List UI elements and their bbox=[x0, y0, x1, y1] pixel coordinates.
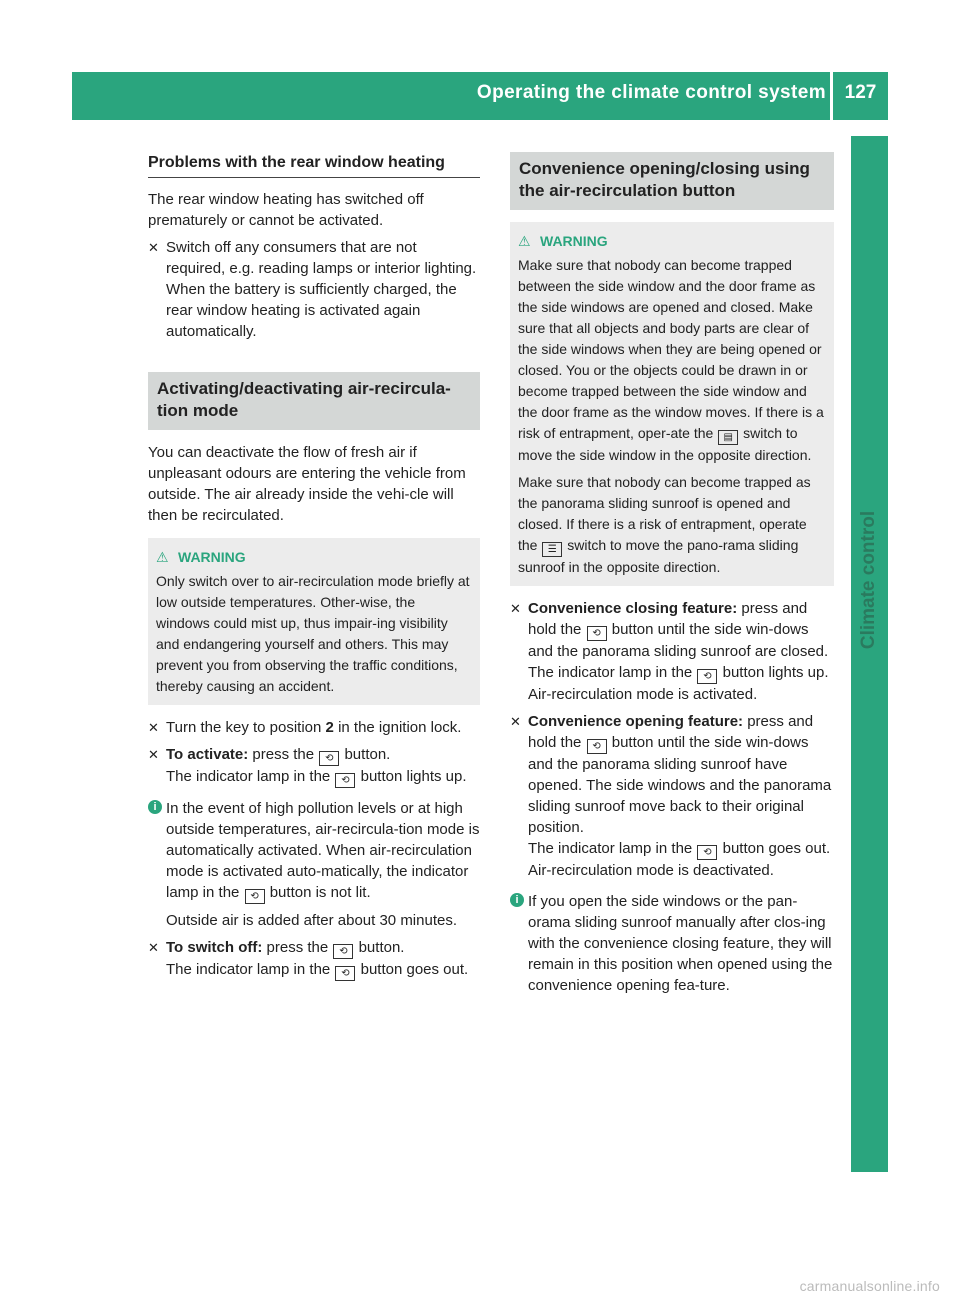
chapter-tab-label: Climate control bbox=[858, 510, 879, 650]
left-column bbox=[148, 152, 480, 987]
page-number: 127 bbox=[844, 82, 877, 103]
air-recirculation-button-icon: ⟲ bbox=[333, 944, 353, 959]
warning-box-right: ⚠ WARNING Make sure that nobody can become trapped between the side window and the door frame as the side windows are opened and closed. Make sure that all objects and body parts are clear of the side windows when they are being opened or closed. You or the objects could be drawn in or become trapped between the side window and the door frame as the window moves. If there is a risk of entrapment, oper-ate the ▤ switch to move the side window in the opposite direction. Make sure that nobody can become trapped as the panorama sliding sunroof is opened and closed. If there is a risk of entrapment, operate the ☰ switch to move the pano-rama sliding sunroof in the opposite direction. bbox=[510, 222, 834, 586]
air-recirculation-button-icon: ⟲ bbox=[697, 669, 717, 684]
warning-text-right-2: Make sure that nobody can become trapped as the panorama sliding sunroof is opened and closed. If there is a risk of entrapment, operate the ☰ switch to move the pano-rama sliding sunroof in the opposite direction. bbox=[518, 474, 811, 575]
step-arrow-icon: ✕ bbox=[148, 940, 159, 955]
page-title: Operating the climate control system bbox=[476, 82, 826, 103]
right-column bbox=[510, 152, 834, 1002]
air-recirculation-button-icon: ⟲ bbox=[587, 739, 607, 754]
air-recirculation-button-icon: ⟲ bbox=[245, 889, 265, 904]
window-switch-icon: ▤ bbox=[718, 430, 738, 445]
warning-box-left: ⚠ WARNING Only switch over to air-recirculation mode briefly at low outside temperatures. Other-wise, the windows could mist up, thus impair-ing visibility and endangering yourself and others. This may prevent you from observing the traffic conditions, thereby causing an accident. bbox=[148, 538, 480, 705]
step-convenience-opening: ✕ Convenience opening feature: press and hold the ⟲ button until the side win-dows and the panorama sliding sunroof have opened. The side windows and the panorama sliding sunroof move back to their original position. The indicator lamp in the ⟲ button goes out. Air-recirculation mode is deactivated. bbox=[510, 713, 832, 879]
info-icon: i bbox=[510, 893, 524, 907]
info-note-left: i In the event of high pollution levels or at high outside temperatures, air-recircula-tion mode is automatically activated. When air-recirculation mode is activated auto-matically, the indicator lamp in the ⟲ button is not lit. Outside air is added after about 30 minutes. bbox=[148, 798, 480, 931]
footer-watermark-url: carmanualsonline.info bbox=[799, 1278, 940, 1294]
step-switch-off: ✕ To switch off: press the ⟲ button. The indicator lamp in the ⟲ button goes out. bbox=[148, 939, 469, 979]
section-title-activating: Activating/deactivating air-recircula-tion mode bbox=[148, 372, 480, 430]
warning-triangle-icon: ⚠ bbox=[518, 233, 531, 249]
air-recirculation-button-icon: ⟲ bbox=[319, 751, 339, 766]
air-recirculation-button-icon: ⟲ bbox=[335, 773, 355, 788]
step-switch-off-consumers: ✕ Switch off any consumers that are not required, e.g. reading lamps or interior lighting. When the battery is sufficiently charged, the rear window heating is activated again automatically. bbox=[148, 239, 477, 340]
step-convenience-closing: ✕ Convenience closing feature: press and hold the ⟲ button until the side win-dows and the panorama sliding sunroof are closed. The indicator lamp in the ⟲ button lights up. Air-recirculation mode is activated. bbox=[510, 600, 829, 703]
step-arrow-icon: ✕ bbox=[510, 714, 521, 729]
problems-intro: The rear window heating has switched off prematurely or cannot be activated. bbox=[148, 191, 424, 229]
step-arrow-icon: ✕ bbox=[148, 747, 159, 762]
step-turn-key: ✕ Turn the key to position 2 in the ignition lock. bbox=[148, 719, 462, 736]
air-recirculation-button-icon: ⟲ bbox=[697, 845, 717, 860]
section-title-problems: Problems with the rear window heating bbox=[148, 152, 480, 178]
info-note-right: i If you open the side windows or the pan-orama sliding sunroof manually after clos-ing with the convenience closing feature, they will remain in this position when opened using the convenience opening fea-ture. bbox=[510, 891, 834, 996]
header-bar bbox=[72, 72, 888, 120]
step-arrow-icon: ✕ bbox=[510, 601, 521, 616]
step-arrow-icon: ✕ bbox=[148, 240, 159, 255]
sunroof-switch-icon: ☰ bbox=[542, 542, 562, 557]
warning-triangle-icon: ⚠ bbox=[156, 549, 169, 565]
step-activate: ✕ To activate: press the ⟲ button. The indicator lamp in the ⟲ button lights up. bbox=[148, 746, 467, 786]
air-recirculation-button-icon: ⟲ bbox=[335, 966, 355, 981]
warning-text-right-1: Make sure that nobody can become trapped between the side window and the door frame as the side windows are opened and closed. Make sure that all objects and body parts are clear of the side windows when they are being opened or closed. You or the objects could be drawn in or become trapped between the side window and the door frame as the window moves. If there is a risk of entrapment, oper-ate the ▤ switch to move the side window in the opposite direction. bbox=[518, 257, 824, 463]
chapter-tab bbox=[851, 136, 888, 1172]
step-arrow-icon: ✕ bbox=[148, 720, 159, 735]
info-icon: i bbox=[148, 800, 162, 814]
section-title-convenience: Convenience opening/closing using the air-recirculation button bbox=[510, 152, 834, 210]
warning-text-left: Only switch over to air-recirculation mode briefly at low outside temperatures. Other-wise, the windows could mist up, thus impair-ing visibility and endangering yourself and others. This may prevent you from observing the traffic conditions, thereby causing an accident. bbox=[156, 573, 470, 694]
air-recirculation-button-icon: ⟲ bbox=[587, 626, 607, 641]
activating-intro: You can deactivate the flow of fresh air if unpleasant odours are entering the vehicle from outside. The air already inside the vehi-cle will then be recirculated. bbox=[148, 444, 466, 524]
